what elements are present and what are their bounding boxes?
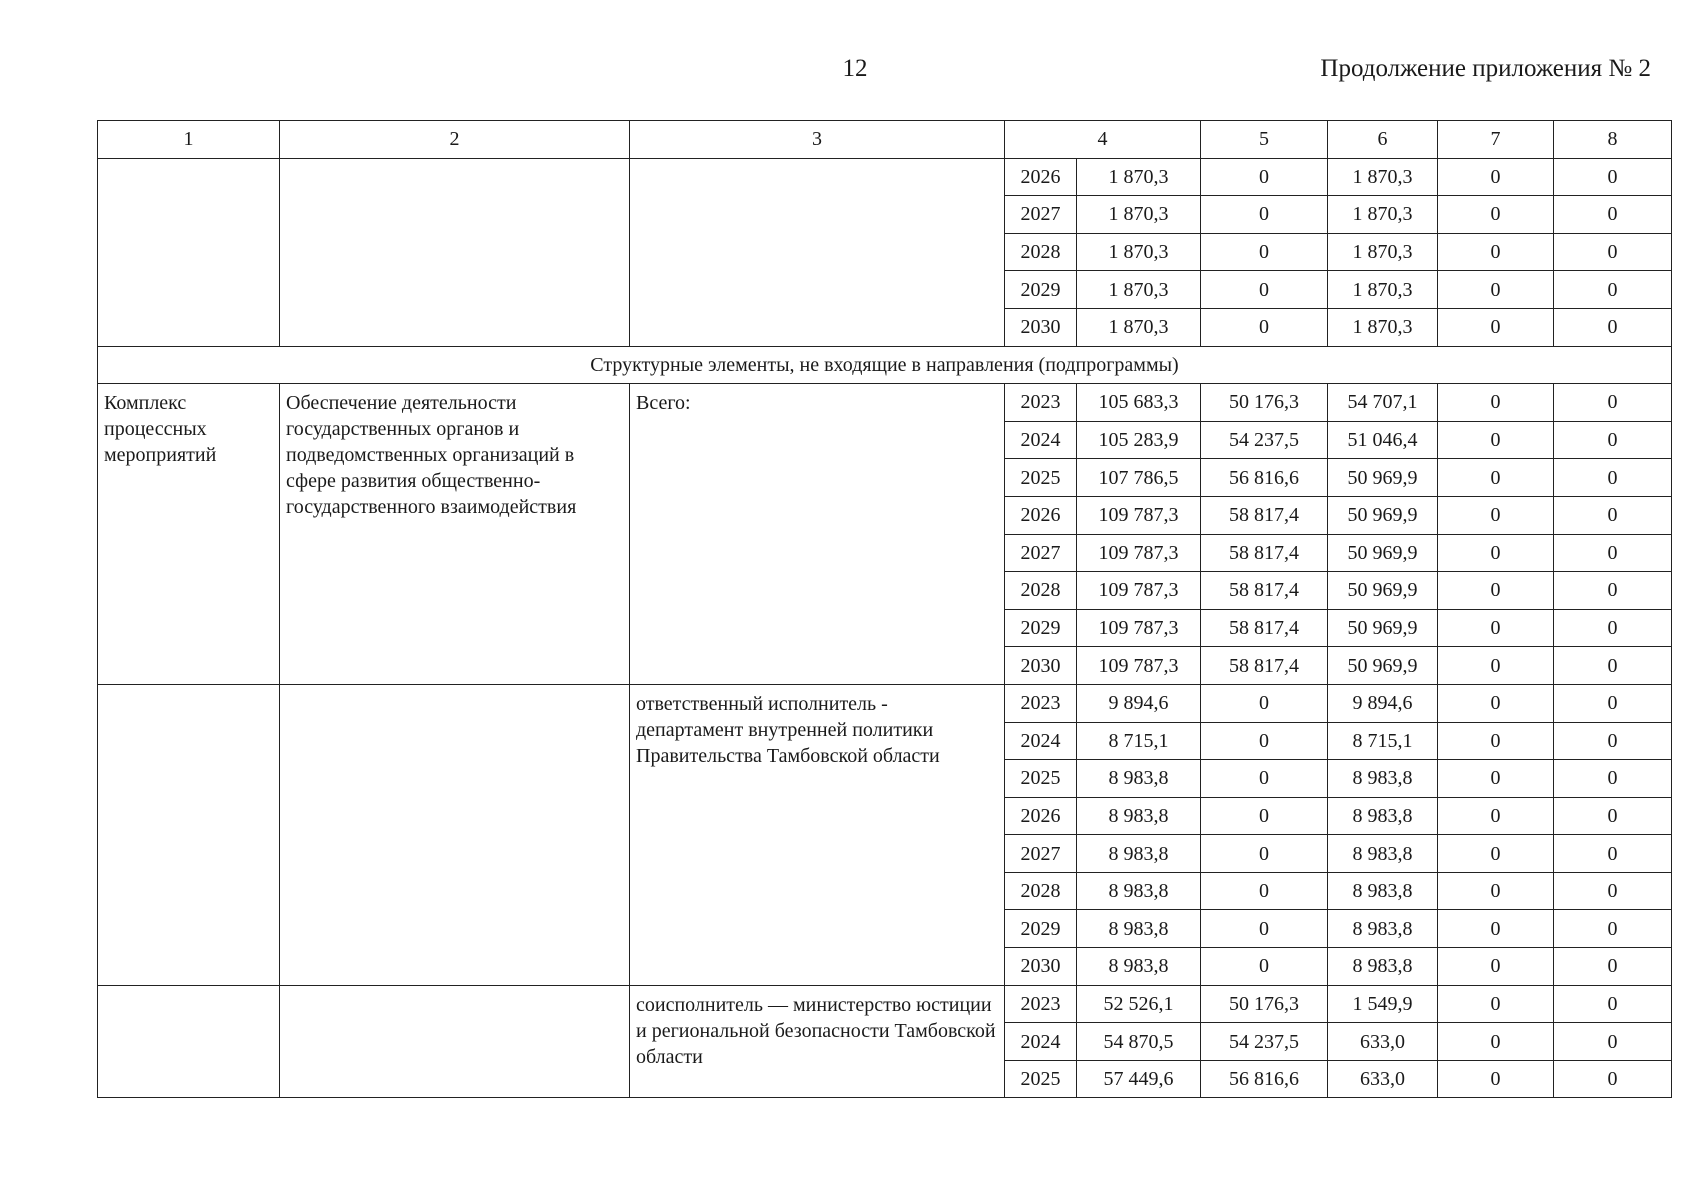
total-cell: 107 786,5 (1077, 459, 1201, 497)
local-cell: 0 (1438, 872, 1554, 910)
local-cell: 0 (1438, 233, 1554, 271)
extrabudget-cell: 0 (1554, 459, 1672, 497)
total-cell: 109 787,3 (1077, 572, 1201, 610)
total-cell: 105 283,9 (1077, 421, 1201, 459)
element-type-cell (98, 684, 280, 985)
total-cell: 9 894,6 (1077, 684, 1201, 722)
federal-cell: 0 (1201, 684, 1328, 722)
total-cell: 109 787,3 (1077, 534, 1201, 572)
extrabudget-cell: 0 (1554, 872, 1672, 910)
regional-cell: 50 969,9 (1328, 496, 1438, 534)
column-header-6: 6 (1328, 121, 1438, 159)
local-cell: 0 (1438, 835, 1554, 873)
year-cell: 2027 (1005, 534, 1077, 572)
federal-cell: 0 (1201, 797, 1328, 835)
federal-cell: 58 817,4 (1201, 609, 1328, 647)
column-header-1: 1 (98, 121, 280, 159)
extrabudget-cell: 0 (1554, 308, 1672, 346)
local-cell: 0 (1438, 459, 1554, 497)
regional-cell: 633,0 (1328, 1060, 1438, 1098)
extrabudget-cell: 0 (1554, 572, 1672, 610)
federal-cell: 0 (1201, 158, 1328, 196)
regional-cell: 54 707,1 (1328, 384, 1438, 422)
federal-cell: 54 237,5 (1201, 421, 1328, 459)
extrabudget-cell: 0 (1554, 421, 1672, 459)
extrabudget-cell: 0 (1554, 797, 1672, 835)
local-cell: 0 (1438, 722, 1554, 760)
regional-cell: 50 969,9 (1328, 534, 1438, 572)
year-cell: 2030 (1005, 948, 1077, 986)
executor-cell: Всего: (630, 384, 1005, 685)
table-row (98, 985, 1672, 1023)
local-cell: 0 (1438, 1060, 1554, 1098)
executor-cell: ответственный исполнитель - департамент внутренней политики Правительства Тамбовской области (630, 684, 1005, 985)
extrabudget-cell: 0 (1554, 722, 1672, 760)
year-cell: 2030 (1005, 308, 1077, 346)
year-cell: 2024 (1005, 722, 1077, 760)
regional-cell: 8 983,8 (1328, 760, 1438, 798)
extrabudget-cell: 0 (1554, 196, 1672, 234)
total-cell: 1 870,3 (1077, 271, 1201, 309)
federal-cell: 0 (1201, 308, 1328, 346)
local-cell: 0 (1438, 684, 1554, 722)
column-number-row (98, 121, 1672, 159)
total-cell: 8 983,8 (1077, 948, 1201, 986)
extrabudget-cell: 0 (1554, 684, 1672, 722)
regional-cell: 1 870,3 (1328, 196, 1438, 234)
federal-cell: 0 (1201, 872, 1328, 910)
local-cell: 0 (1438, 384, 1554, 422)
year-cell: 2029 (1005, 910, 1077, 948)
local-cell: 0 (1438, 948, 1554, 986)
year-cell: 2024 (1005, 1023, 1077, 1061)
extrabudget-cell: 0 (1554, 158, 1672, 196)
regional-cell: 9 894,6 (1328, 684, 1438, 722)
extrabudget-cell: 0 (1554, 760, 1672, 798)
total-cell: 8 983,8 (1077, 760, 1201, 798)
federal-cell: 58 817,4 (1201, 647, 1328, 685)
local-cell: 0 (1438, 760, 1554, 798)
extrabudget-cell: 0 (1554, 233, 1672, 271)
element-name-cell (280, 985, 630, 1098)
year-cell: 2025 (1005, 1060, 1077, 1098)
local-cell: 0 (1438, 797, 1554, 835)
year-cell: 2025 (1005, 760, 1077, 798)
year-cell: 2026 (1005, 797, 1077, 835)
table-row (98, 684, 1672, 722)
table-row (98, 158, 1672, 196)
local-cell: 0 (1438, 496, 1554, 534)
year-cell: 2026 (1005, 158, 1077, 196)
federal-cell: 0 (1201, 835, 1328, 873)
total-cell: 1 870,3 (1077, 196, 1201, 234)
federal-cell: 0 (1201, 948, 1328, 986)
federal-cell: 50 176,3 (1201, 384, 1328, 422)
extrabudget-cell: 0 (1554, 948, 1672, 986)
year-cell: 2028 (1005, 572, 1077, 610)
year-cell: 2029 (1005, 609, 1077, 647)
total-cell: 109 787,3 (1077, 647, 1201, 685)
total-cell: 54 870,5 (1077, 1023, 1201, 1061)
extrabudget-cell: 0 (1554, 609, 1672, 647)
element-name-cell: Обеспечение деятельности государственных органов и подведомственных организаций в сфере развития общественно-государственного взаимодействия (280, 384, 630, 685)
regional-cell: 1 549,9 (1328, 985, 1438, 1023)
column-header-4: 4 (1005, 121, 1201, 159)
total-cell: 8 983,8 (1077, 797, 1201, 835)
total-cell: 8 983,8 (1077, 910, 1201, 948)
executor-cell: соисполнитель — министерство юстиции и региональной безопасности Тамбовской области (630, 985, 1005, 1098)
extrabudget-cell: 0 (1554, 647, 1672, 685)
total-cell: 109 787,3 (1077, 496, 1201, 534)
table-body (98, 121, 1672, 1098)
extrabudget-cell: 0 (1554, 271, 1672, 309)
column-header-8: 8 (1554, 121, 1672, 159)
column-header-3: 3 (630, 121, 1005, 159)
year-cell: 2023 (1005, 684, 1077, 722)
regional-cell: 8 983,8 (1328, 910, 1438, 948)
year-cell: 2026 (1005, 496, 1077, 534)
total-cell: 57 449,6 (1077, 1060, 1201, 1098)
local-cell: 0 (1438, 647, 1554, 685)
regional-cell: 50 969,9 (1328, 459, 1438, 497)
total-cell: 8 983,8 (1077, 835, 1201, 873)
total-cell: 52 526,1 (1077, 985, 1201, 1023)
year-cell: 2027 (1005, 835, 1077, 873)
regional-cell: 633,0 (1328, 1023, 1438, 1061)
local-cell: 0 (1438, 985, 1554, 1023)
regional-cell: 1 870,3 (1328, 308, 1438, 346)
local-cell: 0 (1438, 271, 1554, 309)
year-cell: 2023 (1005, 384, 1077, 422)
federal-cell: 54 237,5 (1201, 1023, 1328, 1061)
local-cell: 0 (1438, 421, 1554, 459)
federal-cell: 0 (1201, 910, 1328, 948)
year-cell: 2030 (1005, 647, 1077, 685)
federal-cell: 0 (1201, 233, 1328, 271)
regional-cell: 8 983,8 (1328, 872, 1438, 910)
local-cell: 0 (1438, 609, 1554, 647)
total-cell: 1 870,3 (1077, 308, 1201, 346)
column-2-cell (280, 158, 630, 346)
federal-cell: 0 (1201, 722, 1328, 760)
local-cell: 0 (1438, 158, 1554, 196)
year-cell: 2028 (1005, 872, 1077, 910)
local-cell: 0 (1438, 534, 1554, 572)
regional-cell: 8 983,8 (1328, 797, 1438, 835)
federal-cell: 0 (1201, 271, 1328, 309)
regional-cell: 50 969,9 (1328, 647, 1438, 685)
extrabudget-cell: 0 (1554, 910, 1672, 948)
federal-cell: 56 816,6 (1201, 459, 1328, 497)
extrabudget-cell: 0 (1554, 534, 1672, 572)
column-header-5: 5 (1201, 121, 1328, 159)
extrabudget-cell: 0 (1554, 835, 1672, 873)
local-cell: 0 (1438, 308, 1554, 346)
regional-cell: 50 969,9 (1328, 609, 1438, 647)
regional-cell: 8 715,1 (1328, 722, 1438, 760)
element-name-cell (280, 684, 630, 985)
regional-cell: 8 983,8 (1328, 948, 1438, 986)
local-cell: 0 (1438, 572, 1554, 610)
total-cell: 8 983,8 (1077, 872, 1201, 910)
total-cell: 1 870,3 (1077, 158, 1201, 196)
year-cell: 2029 (1005, 271, 1077, 309)
extrabudget-cell: 0 (1554, 985, 1672, 1023)
federal-cell: 0 (1201, 196, 1328, 234)
extrabudget-cell: 0 (1554, 384, 1672, 422)
section-title: Структурные элементы, не входящие в направления (подпрограммы) (98, 346, 1672, 384)
extrabudget-cell: 0 (1554, 1023, 1672, 1061)
column-header-7: 7 (1438, 121, 1554, 159)
year-cell: 2023 (1005, 985, 1077, 1023)
column-1-cell (98, 158, 280, 346)
section-title-row (98, 346, 1672, 384)
year-cell: 2024 (1005, 421, 1077, 459)
regional-cell: 8 983,8 (1328, 835, 1438, 873)
local-cell: 0 (1438, 1023, 1554, 1061)
total-cell: 8 715,1 (1077, 722, 1201, 760)
extrabudget-cell: 0 (1554, 496, 1672, 534)
element-type-cell (98, 985, 280, 1098)
federal-cell: 58 817,4 (1201, 572, 1328, 610)
federal-cell: 58 817,4 (1201, 534, 1328, 572)
federal-cell: 58 817,4 (1201, 496, 1328, 534)
regional-cell: 51 046,4 (1328, 421, 1438, 459)
federal-cell: 0 (1201, 760, 1328, 798)
column-3-cell (630, 158, 1005, 346)
year-cell: 2025 (1005, 459, 1077, 497)
regional-cell: 1 870,3 (1328, 233, 1438, 271)
regional-cell: 50 969,9 (1328, 572, 1438, 610)
federal-cell: 56 816,6 (1201, 1060, 1328, 1098)
budget-table (97, 120, 1672, 1098)
table-row (98, 384, 1672, 422)
total-cell: 109 787,3 (1077, 609, 1201, 647)
extrabudget-cell: 0 (1554, 1060, 1672, 1098)
year-cell: 2028 (1005, 233, 1077, 271)
regional-cell: 1 870,3 (1328, 271, 1438, 309)
column-header-2: 2 (280, 121, 630, 159)
regional-cell: 1 870,3 (1328, 158, 1438, 196)
year-cell: 2027 (1005, 196, 1077, 234)
federal-cell: 50 176,3 (1201, 985, 1328, 1023)
local-cell: 0 (1438, 196, 1554, 234)
total-cell: 105 683,3 (1077, 384, 1201, 422)
element-type-cell: Комплекс процессных мероприятий (98, 384, 280, 685)
local-cell: 0 (1438, 910, 1554, 948)
total-cell: 1 870,3 (1077, 233, 1201, 271)
appendix-continuation-label: Продолжение приложения № 2 (1320, 55, 1651, 82)
page-number: 12 (842, 55, 868, 82)
